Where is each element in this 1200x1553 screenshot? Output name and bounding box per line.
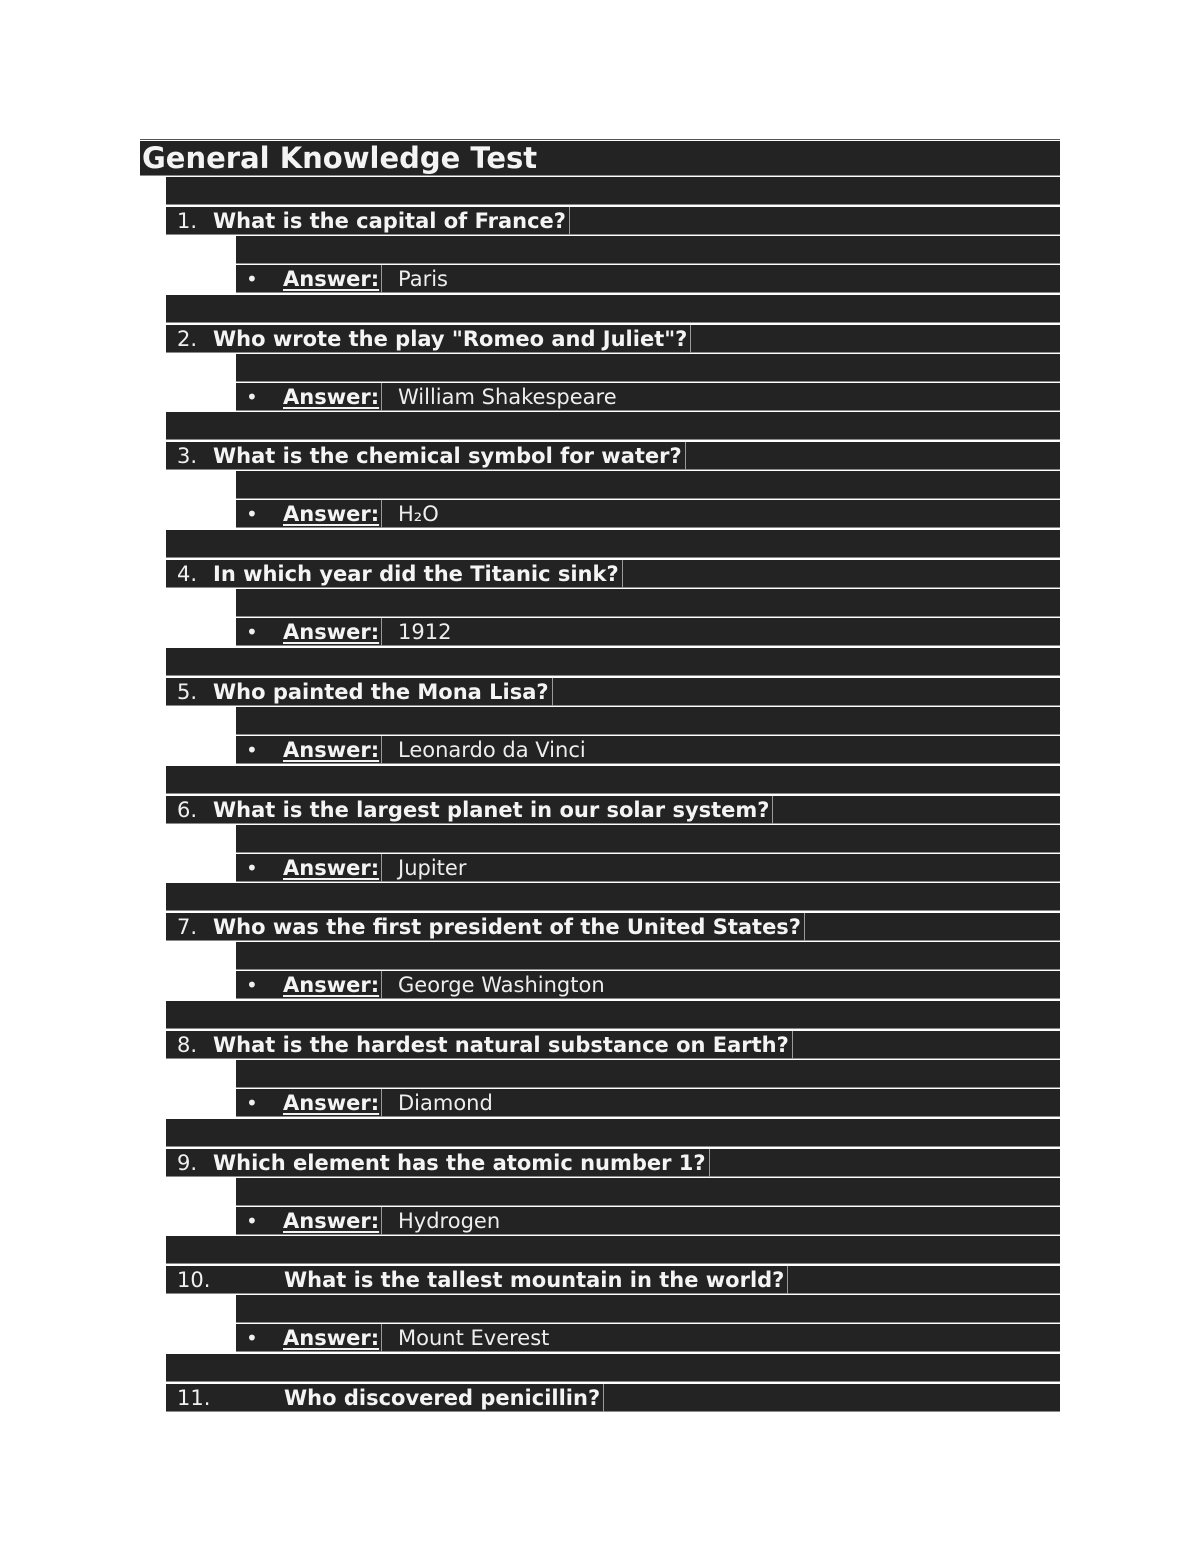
answer-label: Answer: <box>283 1324 382 1352</box>
spacer-band <box>236 354 1060 382</box>
bullet-icon: • <box>246 1091 258 1115</box>
answer-value: Hydrogen <box>398 1209 501 1233</box>
spacer-band <box>236 707 1060 735</box>
spacer-band <box>166 1001 1060 1029</box>
spacer-band <box>236 471 1060 499</box>
bullet-icon: • <box>246 267 258 291</box>
spacer-band <box>166 412 1060 440</box>
answer-label: Answer: <box>283 500 382 528</box>
spacer-band <box>166 295 1060 323</box>
answer-value: Paris <box>398 267 448 291</box>
answer-label: Answer: <box>283 618 382 646</box>
question-number: 1. <box>177 209 198 233</box>
question-number: 9. <box>177 1151 198 1175</box>
bullet-icon: • <box>246 738 258 762</box>
question-text: Who painted the Mona Lisa? <box>213 678 553 706</box>
spacer-band <box>236 1178 1060 1206</box>
question-text: Which element has the atomic number 1? <box>213 1149 710 1177</box>
answer-value: H₂O <box>398 502 439 526</box>
question-number: 5. <box>177 680 198 704</box>
question-text: What is the chemical symbol for water? <box>213 442 686 470</box>
spacer-band <box>166 1354 1060 1382</box>
question-number: 7. <box>177 915 198 939</box>
answer-label: Answer: <box>283 265 382 293</box>
spacer-band <box>236 942 1060 970</box>
question-text: In which year did the Titanic sink? <box>213 560 623 588</box>
spacer-band <box>236 825 1060 853</box>
answer-label: Answer: <box>283 1089 382 1117</box>
spacer-band <box>166 177 1060 205</box>
question-text: Who discovered penicillin? <box>284 1384 604 1412</box>
question-text: What is the tallest mountain in the world? <box>284 1266 788 1294</box>
question-number: 6. <box>177 798 198 822</box>
bullet-icon: • <box>246 620 258 644</box>
answer-value: Diamond <box>398 1091 493 1115</box>
question-text: What is the capital of France? <box>213 207 570 235</box>
question-number: 2. <box>177 327 198 351</box>
question-text: What is the largest planet in our solar system? <box>213 796 773 824</box>
spacer-band <box>166 1236 1060 1264</box>
bullet-icon: • <box>246 385 258 409</box>
answer-label: Answer: <box>283 1207 382 1235</box>
bullet-icon: • <box>246 1326 258 1350</box>
answer-label: Answer: <box>283 854 382 882</box>
answer-value: George Washington <box>398 973 605 997</box>
top-rule <box>140 139 1060 140</box>
question-number: 4. <box>177 562 198 586</box>
bullet-icon: • <box>246 856 258 880</box>
question-number: 11. <box>177 1386 211 1410</box>
question-number: 8. <box>177 1033 198 1057</box>
answer-value: William Shakespeare <box>398 385 617 409</box>
spacer-band <box>166 648 1060 676</box>
answer-value: 1912 <box>398 620 452 644</box>
question-text: Who wrote the play "Romeo and Juliet"? <box>213 325 691 353</box>
spacer-band <box>166 766 1060 794</box>
spacer-band <box>166 530 1060 558</box>
answer-label: Answer: <box>283 736 382 764</box>
question-number: 3. <box>177 444 198 468</box>
answer-value: Jupiter <box>398 856 467 880</box>
spacer-band <box>236 589 1060 617</box>
spacer-band <box>236 236 1060 264</box>
answer-value: Leonardo da Vinci <box>398 738 586 762</box>
answer-value: Mount Everest <box>398 1326 550 1350</box>
question-number: 10. <box>177 1268 211 1292</box>
spacer-band <box>236 1295 1060 1323</box>
question-text: What is the hardest natural substance on Earth? <box>213 1031 793 1059</box>
bullet-icon: • <box>246 1209 258 1233</box>
answer-label: Answer: <box>283 971 382 999</box>
question-text: Who was the first president of the United States? <box>213 913 805 941</box>
bullet-icon: • <box>246 502 258 526</box>
answer-label: Answer: <box>283 383 382 411</box>
spacer-band <box>166 1119 1060 1147</box>
page-title: General Knowledge Test <box>142 141 538 175</box>
spacer-band <box>236 1060 1060 1088</box>
bullet-icon: • <box>246 973 258 997</box>
spacer-band <box>166 883 1060 911</box>
